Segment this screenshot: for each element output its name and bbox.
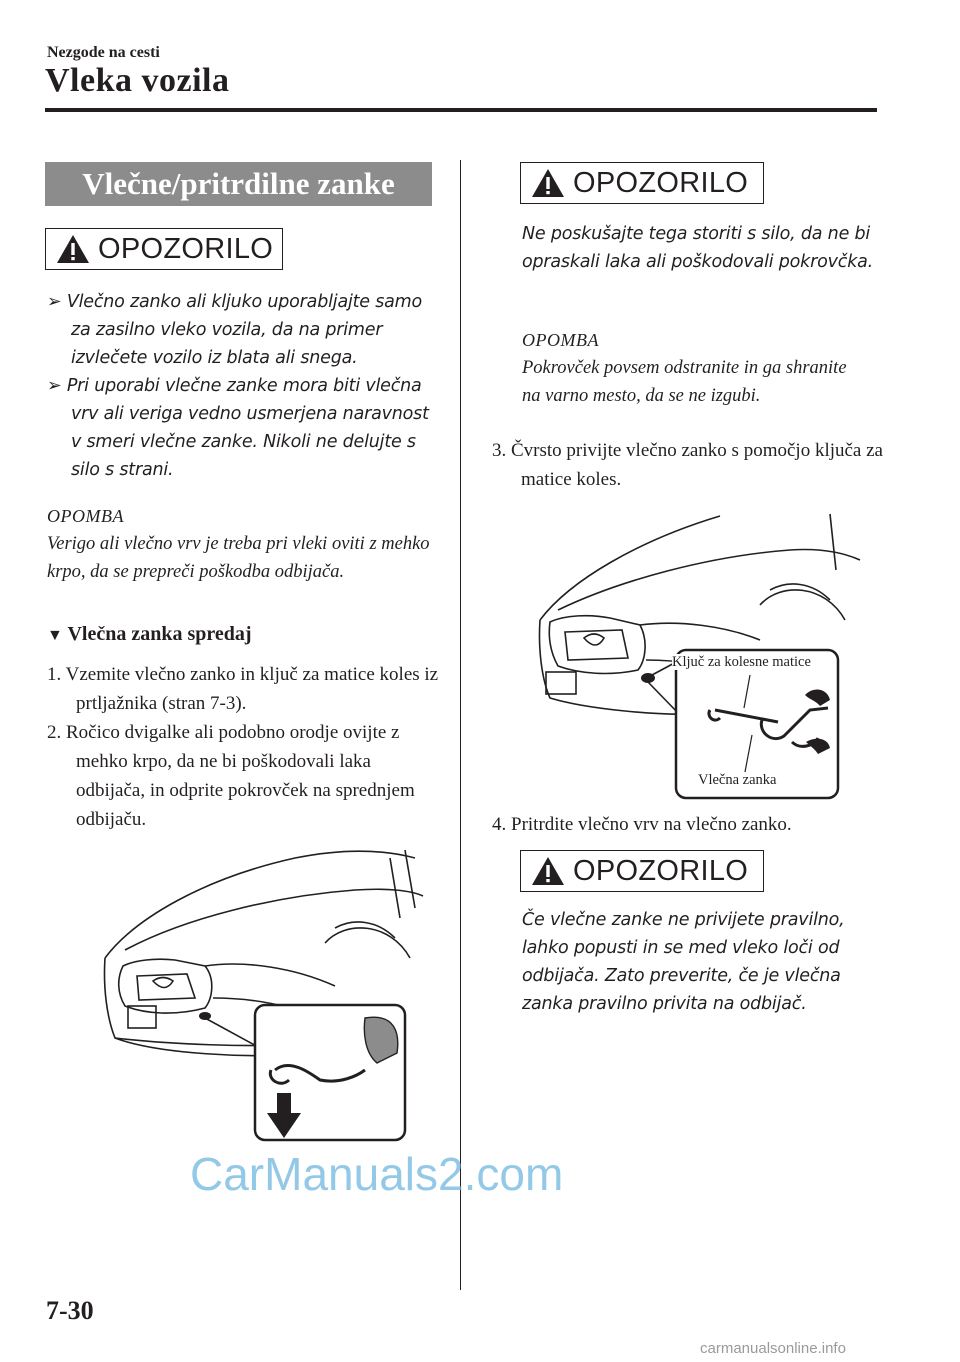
- warning-triangle-icon: [531, 856, 565, 886]
- warning-box-right-2: [520, 850, 764, 892]
- subheading: ▼ Vlečna zanka spredaj: [47, 623, 252, 645]
- car-front-bumper-illustration: [95, 848, 425, 1148]
- note-heading-left: OPOMBA: [47, 506, 124, 526]
- note-text-right: Pokrovček povsem odstranite in ga shranite na varno mesto, da se ne izgubi.: [522, 358, 847, 406]
- triangle-down-icon: ▼: [47, 627, 63, 644]
- warning-box-left: [45, 228, 283, 270]
- topic-banner: Vlečne/pritrdilne zanke: [45, 162, 432, 206]
- warning-text-right-2: Če vlečne zanke ne privijete pravilno, lahko popusti in se med vleko loči od odbijača. Zato preverite, če je vlečna zanka pravilno privita na odbijač.: [522, 910, 845, 1014]
- header-rule: [45, 108, 877, 112]
- warning-item: ➢ Pri uporabi vlečne zanke mora biti vlečna vrv ali veriga vedno usmerjena naravnost v smeri vlečne zanke. Nikoli ne delujte s silo s strani.: [47, 376, 429, 480]
- step-2: 2. Ročico dvigalke ali podobno orodje ovijte z mehko krpo, da ne bi poškodovali laka odbijača, in odprite pokrovček na sprednjem odbijaču.: [47, 722, 415, 830]
- footer-watermark: carmanualsonline.info: [700, 1340, 846, 1357]
- warning-text-right-1: Ne poskušajte tega storiti s silo, da ne bi opraskali laka ali poškodovali pokrovčka.: [522, 224, 874, 272]
- warning-triangle-icon: [56, 234, 90, 264]
- page-number: 7-30: [46, 1296, 94, 1325]
- step-4: 4. Pritrdite vlečno vrv na vlečno zanko.: [492, 814, 792, 835]
- step-3: 3. Čvrsto privijte vlečno zanko s pomočjo ključa za matice koles.: [492, 440, 883, 490]
- hook-label: Vlečna zanka: [698, 772, 777, 788]
- warning-label: OPOZORILO: [573, 854, 749, 887]
- warning-item: ➢ Vlečno zanko ali kljuko uporabljajte samo za zasilno vleko vozila, da na primer izvlečete vozilo iz blata ali snega.: [47, 292, 423, 368]
- warning-triangle-icon: [531, 168, 565, 198]
- section-title: Vleka vozila: [45, 62, 230, 99]
- warning-box-right-1: [520, 162, 764, 204]
- watermark: CarManuals2.com: [190, 1148, 564, 1200]
- note-heading-right: OPOMBA: [522, 330, 599, 350]
- warning-label: OPOZORILO: [98, 232, 274, 265]
- chapter-title: Nezgode na cesti: [47, 44, 160, 61]
- column-divider: [460, 160, 461, 1290]
- step-1: 1. Vzemite vlečno zanko in ključ za matice koles iz prtljažnika (stran 7-3).: [47, 664, 439, 714]
- wrench-label: Ključ za kolesne matice: [672, 654, 811, 670]
- warning-label: OPOZORILO: [573, 166, 749, 199]
- warning-list-left: [47, 288, 442, 484]
- steps-left: [47, 660, 439, 834]
- note-text-left: Verigo ali vlečno vrv je treba pri vleki oviti z mehko krpo, da se prepreči poškodba odbijača.: [47, 534, 430, 582]
